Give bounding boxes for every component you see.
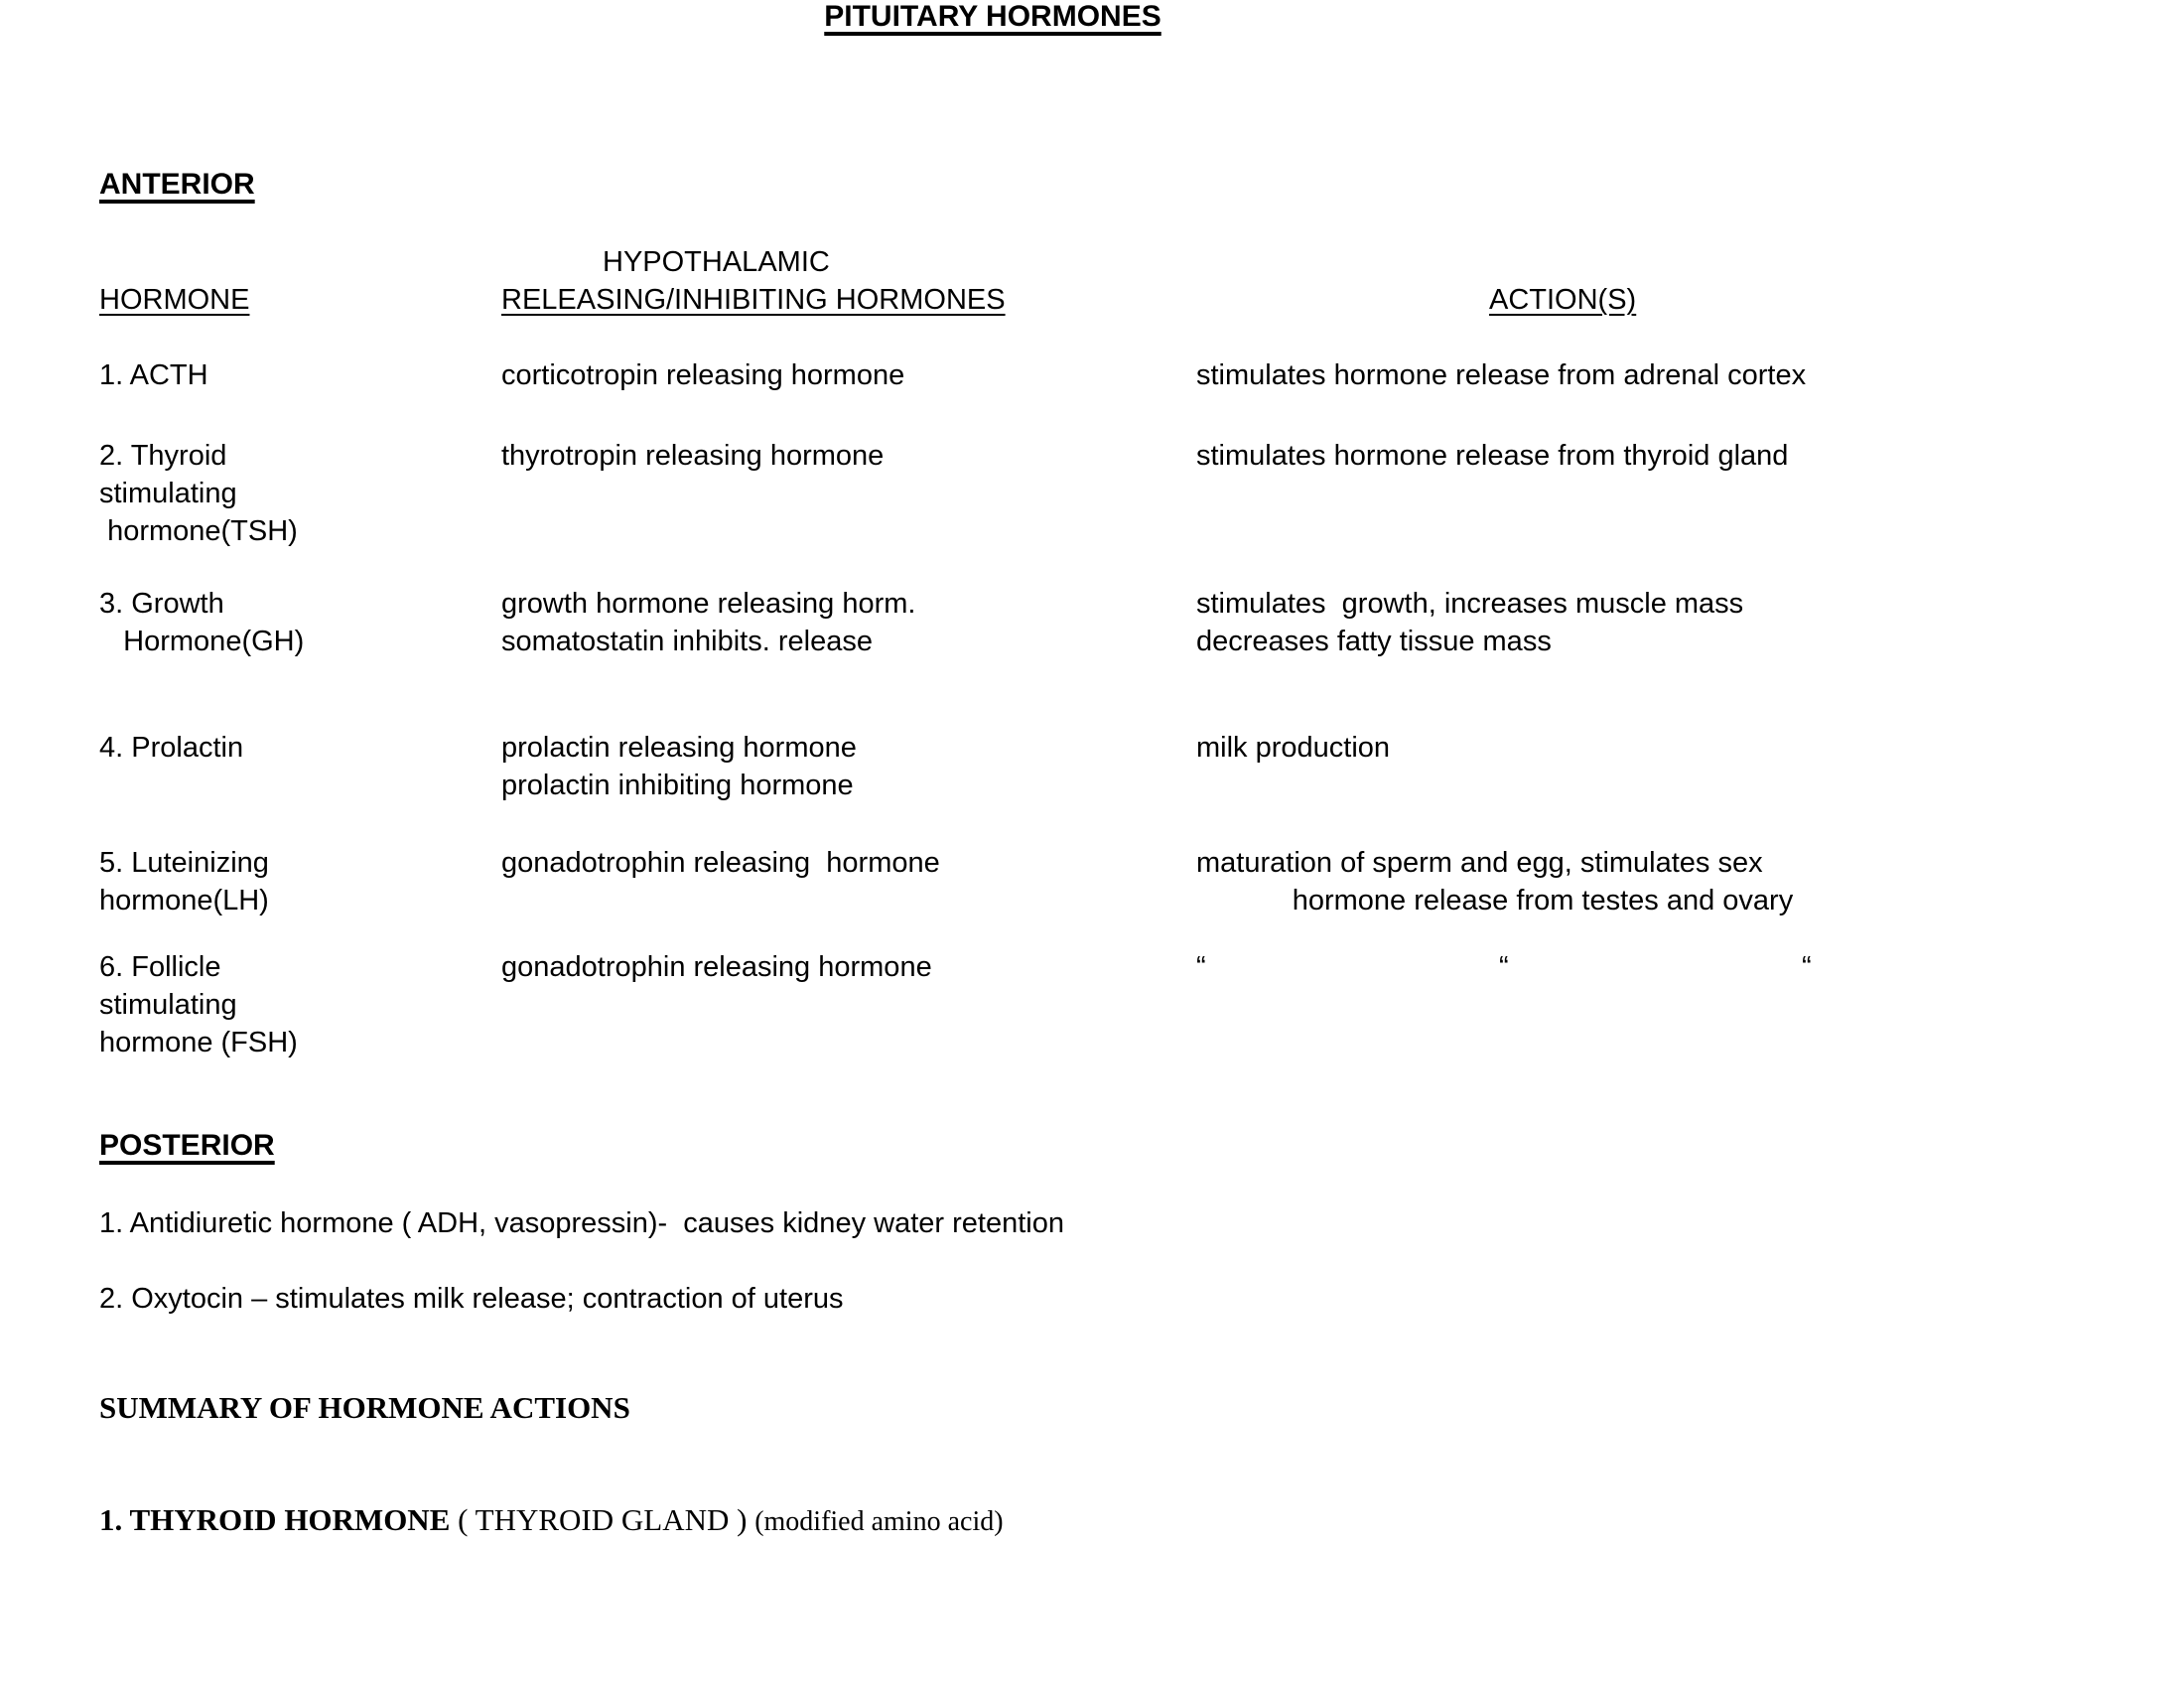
ditto-mark: “ — [1196, 951, 1206, 983]
row6-releasing: gonadotrophin releasing hormone — [501, 951, 932, 983]
column-header-hormone: HORMONE — [99, 284, 250, 316]
page-title-text: PITUITARY HORMONES — [824, 0, 1161, 33]
posterior-item-1: 1. Antidiuretic hormone ( ADH, vasopressin)- causes kidney water retention — [99, 1207, 1064, 1239]
row6-hormone: 6. Follicle stimulating hormone (FSH) — [99, 951, 298, 1058]
row4-hormone: 4. Prolactin — [99, 732, 244, 764]
posterior-item-2: 2. Oxytocin – stimulates milk release; contraction of uterus — [99, 1283, 844, 1315]
summary-item-thyroid-bold: 1. THYROID HORMONE — [99, 1502, 451, 1537]
summary-item-thyroid — [99, 1502, 1004, 1538]
row3-hormone: 3. Growth Hormone(GH) — [99, 588, 305, 657]
anterior-heading: ANTERIOR — [99, 168, 255, 201]
row4-releasing: prolactin releasing hormone prolactin inhibiting hormone — [501, 732, 857, 801]
ditto-mark: “ — [1802, 951, 1812, 983]
row1-releasing: corticotropin releasing hormone — [501, 359, 905, 391]
row5-hormone: 5. Luteinizing hormone(LH) — [99, 847, 269, 916]
row5-releasing: gonadotrophin releasing hormone — [501, 847, 940, 879]
row5-action: maturation of sperm and egg, stimulates sex hormone release from testes and ovary — [1196, 847, 1794, 916]
summary-item-thyroid-note: (modified amino acid) — [754, 1506, 1004, 1537]
column-header-actions: ACTION(S) — [1489, 284, 1637, 316]
column-header-hypothalamic: HYPOTHALAMIC — [603, 246, 830, 278]
row1-action: stimulates hormone release from adrenal cortex — [1196, 359, 1807, 391]
row3-releasing: growth hormone releasing horm. somatostatin inhibits. release — [501, 588, 916, 657]
column-header-releasing: RELEASING/INHIBITING HORMONES — [501, 284, 1006, 316]
row2-releasing: thyrotropin releasing hormone — [501, 440, 885, 472]
row2-hormone: 2. Thyroid stimulating hormone(TSH) — [99, 440, 298, 547]
posterior-heading: POSTERIOR — [99, 1129, 275, 1162]
summary-item-thyroid-gland: ( THYROID GLAND ) — [450, 1502, 755, 1537]
page-title — [0, 0, 1985, 34]
row4-action: milk production — [1196, 732, 1391, 764]
row6-action-ditto-marks — [1196, 948, 2129, 1137]
summary-heading: SUMMARY OF HORMONE ACTIONS — [99, 1390, 630, 1425]
ditto-mark: “ — [1499, 951, 1509, 983]
row1-hormone: 1. ACTH — [99, 359, 208, 391]
row2-action: stimulates hormone release from thyroid gland — [1196, 440, 1789, 472]
row3-action: stimulates growth, increases muscle mass decreases fatty tissue mass — [1196, 588, 1744, 657]
